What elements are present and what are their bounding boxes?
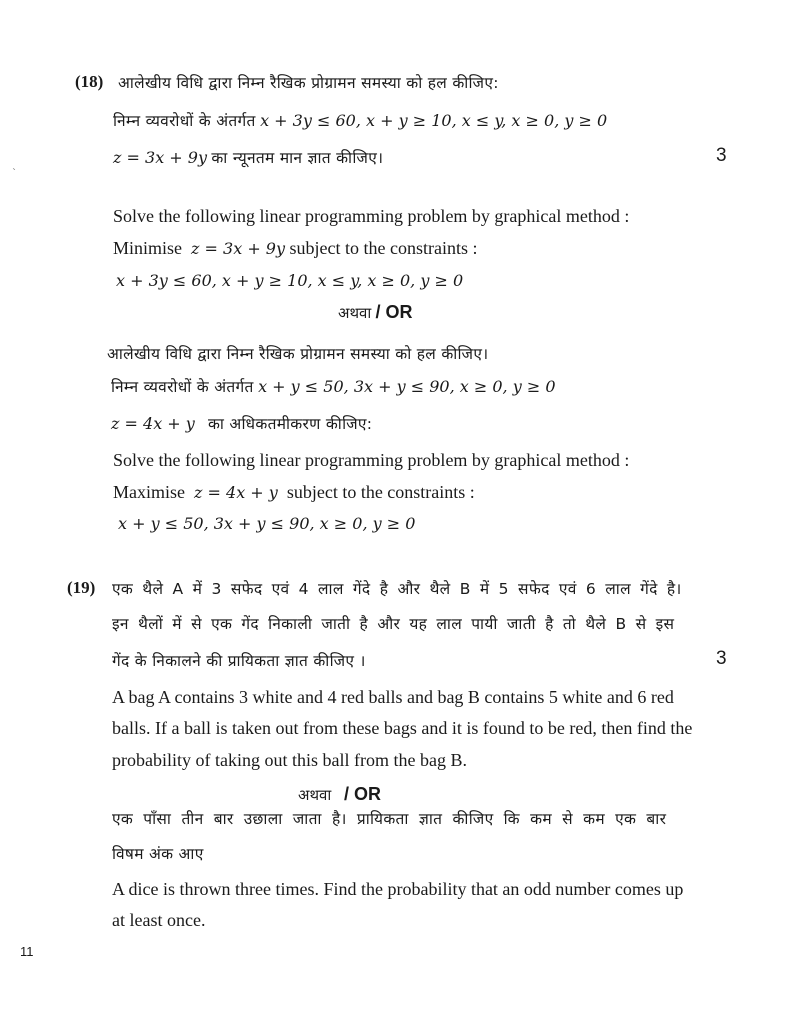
question-marks: 3 [716,648,727,669]
q19-alt-hindi-line-1: एक पाँसा तीन बार उछाला जाता है। प्रायिकता ज्ञात कीजिए कि कम से कम एक बार [112,810,667,828]
or-label-english: / OR [375,302,413,322]
q18-alt-english-subject-to: subject to the constraints : [286,482,475,502]
q19-english-line-1: A bag A contains 3 white and 4 red balls and bag B contains 5 white and 6 red [112,687,674,707]
question-number: (18) [75,72,104,91]
q18-hindi-line-1: आलेखीय विधि द्वारा निम्न रैखिक प्रोग्रामन समस्या को हल कीजिए: [118,74,499,92]
q19-alt-english-line-1: A dice is thrown three times. Find the probability that an odd number comes up [112,879,684,899]
question-number: (19) [67,578,96,597]
q18-english-line-2 [113,237,478,260]
q18-alt-hindi-line-1: आलेखीय विधि द्वारा निम्न रैखिक प्रोग्रामन समस्या को हल कीजिए। [107,345,489,363]
q18-alt-hindi-constraint-label: निम्न व्यवरोधों के अंतर्गत [111,378,254,396]
or-separator [298,784,381,805]
q18-alt-hindi-objective-text: का अधिकतमीकरण कीजिए: [207,415,373,433]
scan-artifact: ` [12,168,17,179]
q18-alt-hindi-constraints: x + y ≤ 50, 3x + y ≤ 90, x ≥ 0, y ≥ 0 [258,377,556,396]
or-separator [338,302,413,323]
q19-hindi-line-2: इन थैलों में से एक गेंद निकाली जाती है और यह लाल पायी जाती है तो थैले B से इस [112,615,675,633]
q18-alt-hindi-line-2 [111,375,556,398]
question-marks: 3 [716,145,727,166]
q18-alt-english-objective: z = 4x + y [194,483,278,502]
q18-english-subject-to: subject to the constraints : [289,238,478,258]
q18-hindi-line-2 [113,109,607,132]
q19-english-line-2: balls. If a ball is taken out from these bags and it is found to be red, then find the [112,718,693,738]
q19-hindi-line-1: एक थैले A में 3 सफेद एवं 4 लाल गेंदे है और थैले B में 5 सफेद एवं 6 लाल गेंदे है। [112,580,682,598]
q18-hindi-constraint-label: निम्न व्यवरोधों के अंतर्गत [113,112,256,130]
q18-objective: z = 3x + 9y [113,148,208,167]
q18-alt-english-line-1: Solve the following linear programming problem by graphical method : [113,450,630,470]
q18-alt-objective: z = 4x + y [111,414,195,433]
q18-alt-english-maximise: Maximise [113,482,185,502]
or-label-hindi: अथवा [298,786,332,804]
q19-alt-hindi-line-2: विषम अंक आए [112,845,204,863]
q19-alt-english-line-2: at least once. [112,910,206,930]
q18-hindi-objective-text: का न्यूनतम मान ज्ञात कीजिए। [211,149,384,167]
q18-english-objective: z = 3x + 9y [191,239,286,258]
q18-hindi-constraints: x + 3y ≤ 60, x + y ≥ 10, x ≤ y, x ≥ 0, y ≥ 0 [260,111,608,130]
q19-english-line-3: probability of taking out this ball from the bag B. [112,750,467,770]
q18-alt-hindi-line-3 [111,412,372,435]
q18-english-minimise: Minimise [113,238,183,258]
q18-alt-english-line-2 [113,481,475,504]
q18-english-line-1: Solve the following linear programming problem by graphical method : [113,206,630,226]
or-label-english: / OR [344,784,382,804]
q18-hindi-line-3 [113,146,383,169]
q19-hindi-line-3: गेंद के निकालने की प्रायिकता ज्ञात कीजिए । [112,652,366,670]
q18-alt-english-constraints: x + y ≤ 50, 3x + y ≤ 90, x ≥ 0, y ≥ 0 [118,514,416,533]
page-number: 11 [20,944,34,959]
q18-english-constraints: x + 3y ≤ 60, x + y ≥ 10, x ≤ y, x ≥ 0, y ≥ 0 [116,271,464,290]
or-label-hindi: अथवा [338,304,372,322]
